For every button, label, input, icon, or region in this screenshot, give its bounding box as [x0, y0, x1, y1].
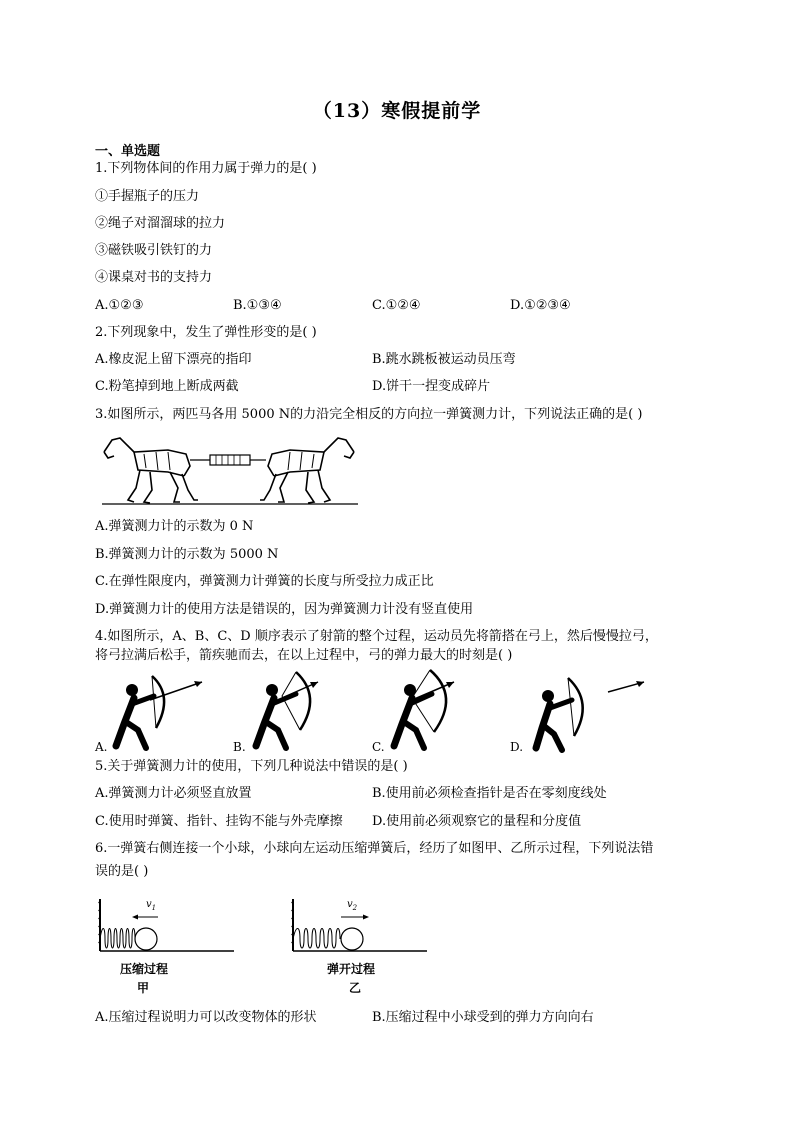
q3-option-c: C.在弹性限度内，弹簧测力计弹簧的长度与所受拉力成正比 [95, 574, 434, 589]
q1-option-d: D.①②③④ [510, 298, 571, 313]
q3-stem: 3.如图所示，两匹马各用 5000 N的力沿完全相反的方向拉一弹簧测力计，下列说法正确的是( ) [95, 407, 643, 422]
q3-option-a: A.弹簧测力计的示数为 0 N [95, 519, 254, 534]
spring-scale-icon [190, 455, 266, 465]
archer-d-icon [536, 678, 644, 750]
compression-figure [98, 895, 238, 957]
caption-jia: 甲 [137, 981, 150, 995]
q3-option-d: D.弹簧测力计的使用方法是错误的，因为弹簧测力计没有竖直使用 [95, 602, 474, 617]
caption-yi: 乙 [349, 981, 362, 995]
q2-option-a: A.橡皮泥上留下漂亮的指印 [95, 352, 252, 367]
q2-option-d: D.饼干一捏变成碎片 [372, 379, 491, 394]
q6-option-a: A.压缩过程说明力可以改变物体的形状 [95, 1010, 317, 1025]
q5-option-a: A.弹簧测力计必须竖直放置 [95, 786, 252, 801]
q5-option-d: D.使用前必须观察它的量程和分度值 [372, 814, 582, 829]
page-title: （13）寒假提前学 [312, 100, 482, 122]
q5-option-b: B.使用前必须检查指针是否在零刻度线处 [372, 786, 607, 801]
q4-stem-line2: 将弓拉满后松手，箭疾驰而去，在以上过程中，弓的弹力最大的时刻是( ) [95, 648, 513, 663]
archer-a-icon [116, 676, 202, 748]
horses-figure [98, 432, 360, 508]
q4-label-c: C. [372, 740, 385, 754]
q6-stem-line2: 误的是( ) [95, 864, 149, 879]
q4-label-b: B. [233, 740, 246, 754]
q1-item-1: ①手握瓶子的压力 [95, 189, 200, 204]
left-horse-icon [104, 438, 198, 503]
q4-label-a: A. [95, 740, 108, 754]
q5-stem: 5.关于弹簧测力计的使用，下列几种说法中错误的是( ) [95, 759, 408, 774]
q1-item-4: ④课桌对书的支持力 [95, 270, 213, 285]
q5-option-c: C.使用时弹簧、指针、挂钩不能与外壳摩擦 [95, 814, 343, 829]
q2-option-c: C.粉笔掉到地上断成两截 [95, 379, 239, 394]
q4-label-d: D. [510, 740, 524, 754]
q3-option-b: B.弹簧测力计的示数为 5000 N [95, 547, 279, 562]
q2-option-b: B.跳水跳板被运动员压弯 [372, 352, 516, 367]
spring-compressed-icon [100, 929, 135, 949]
archer-b-icon [256, 672, 318, 748]
q4-stem-line1: 4.如图所示，A、B、C、D 顺序表示了射箭的整个过程，运动员先将箭搭在弓上，然后慢慢拉弓， [95, 629, 658, 644]
caption-release: 弹开过程 [327, 962, 376, 976]
v2-label: $v_2$ [347, 899, 358, 912]
archer-c-icon [394, 670, 454, 748]
q1-item-2: ②绳子对溜溜球的拉力 [95, 216, 226, 231]
ball-icon [135, 928, 157, 950]
q1-stem: 1.下列物体间的作用力属于弹力的是( ) [95, 161, 317, 176]
right-horse-icon [260, 438, 354, 503]
section-heading: 一、单选题 [95, 144, 161, 159]
q2-stem: 2.下列现象中，发生了弹性形变的是( ) [95, 325, 317, 340]
q1-item-3: ③磁铁吸引铁钉的力 [95, 243, 213, 258]
q6-stem-line1: 6.一弹簧右侧连接一个小球，小球向左运动压缩弹簧后，经历了如图甲、乙所示过程，下列说法错 [95, 841, 654, 856]
caption-compression: 压缩过程 [120, 962, 169, 976]
q1-option-c: C.①②④ [372, 298, 421, 313]
q1-option-b: B.①③④ [233, 298, 282, 313]
release-figure [291, 895, 431, 957]
ball-icon [341, 928, 363, 950]
spring-released-icon [293, 929, 340, 949]
q1-option-a: A.①②③ [95, 298, 144, 313]
q6-option-b: B.压缩过程中小球受到的弹力方向向右 [372, 1010, 594, 1025]
v1-label: $v_1$ [146, 899, 157, 912]
